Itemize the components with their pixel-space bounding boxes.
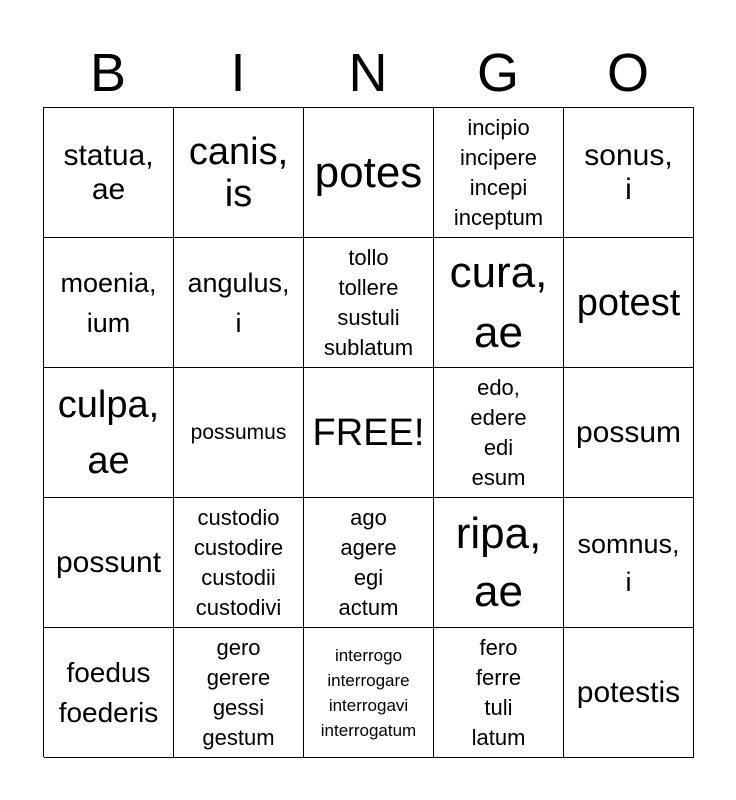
bingo-header [43,40,693,106]
bingo-cell-r2-c4[interactable] [434,238,564,368]
cell-text: ripa, ae [455,508,542,616]
bingo-cell-r3-c4[interactable] [434,368,564,498]
header-letter-i: I [230,43,246,103]
bingo-cell-r2-c5[interactable] [564,238,694,368]
header-letter-o: O [606,43,649,103]
bingo-cell-r1-c4[interactable] [434,108,564,238]
cell-text: possumus [190,420,287,444]
cell-text: fero ferre tuli latum [471,634,526,750]
bingo-cell-r1-c5[interactable] [564,108,694,238]
header-letter-n: N [348,43,388,103]
cell-text: gero gerere gessi gestum [202,634,275,750]
cell-text: custodio custodire custodii custodivi [193,504,284,620]
cell-text: ago agere egi actum [338,504,399,620]
cell-text: sonus, i [584,138,673,206]
bingo-cell-r2-c1[interactable] [44,238,174,368]
cell-text: canis, is [188,130,289,215]
header-letter-g: G [476,43,519,103]
bingo-cell-r4-c3[interactable] [304,498,434,628]
cell-text: statua, ae [63,138,154,206]
cell-text: FREE! [312,411,425,454]
bingo-cell-r3-c2[interactable] [174,368,304,498]
cell-text: potest [576,281,681,324]
bingo-cell-r1-c2[interactable] [174,108,304,238]
bingo-cell-r1-c3[interactable] [304,108,434,238]
bingo-cell-r5-c1[interactable] [44,628,174,758]
cell-text: foedus foederis [58,656,159,728]
bingo-cell-r5-c2[interactable] [174,628,304,758]
bingo-cell-r4-c1[interactable] [44,498,174,628]
cell-text: somnus, i [577,528,680,597]
header-letter-b: B [89,43,127,103]
cell-text: moenia, ium [60,267,157,338]
cell-text: culpa, ae [57,383,160,482]
bingo-cell-r3-c1[interactable] [44,368,174,498]
cell-text: edo, edere edi esum [470,374,527,490]
bingo-cell-r5-c5[interactable] [564,628,694,758]
cell-text: cura, ae [449,247,548,357]
bingo-cell-r4-c5[interactable] [564,498,694,628]
bingo-cell-r2-c3[interactable] [304,238,434,368]
cell-text: interrogo interrogare interrogavi interrogatum [320,645,417,740]
cell-text: possum [575,415,682,449]
cell-text: tollo tollere sustuli sublatum [323,244,414,360]
cell-text: potestis [576,675,681,709]
bingo-cell-r5-c3[interactable] [304,628,434,758]
bingo-cell-r1-c1[interactable] [44,108,174,238]
cell-text: incipio incipere incepi inceptum [453,114,544,230]
bingo-cell-r3-c3[interactable] [304,368,434,498]
bingo-cell-r3-c5[interactable] [564,368,694,498]
cell-text: potes [314,147,423,197]
bingo-cell-r2-c2[interactable] [174,238,304,368]
cell-text: angulus, i [187,267,290,338]
bingo-cell-r5-c4[interactable] [434,628,564,758]
bingo-cell-r4-c4[interactable] [434,498,564,628]
bingo-board [43,107,694,757]
bingo-cell-r4-c2[interactable] [174,498,304,628]
cell-text: possunt [55,545,162,579]
